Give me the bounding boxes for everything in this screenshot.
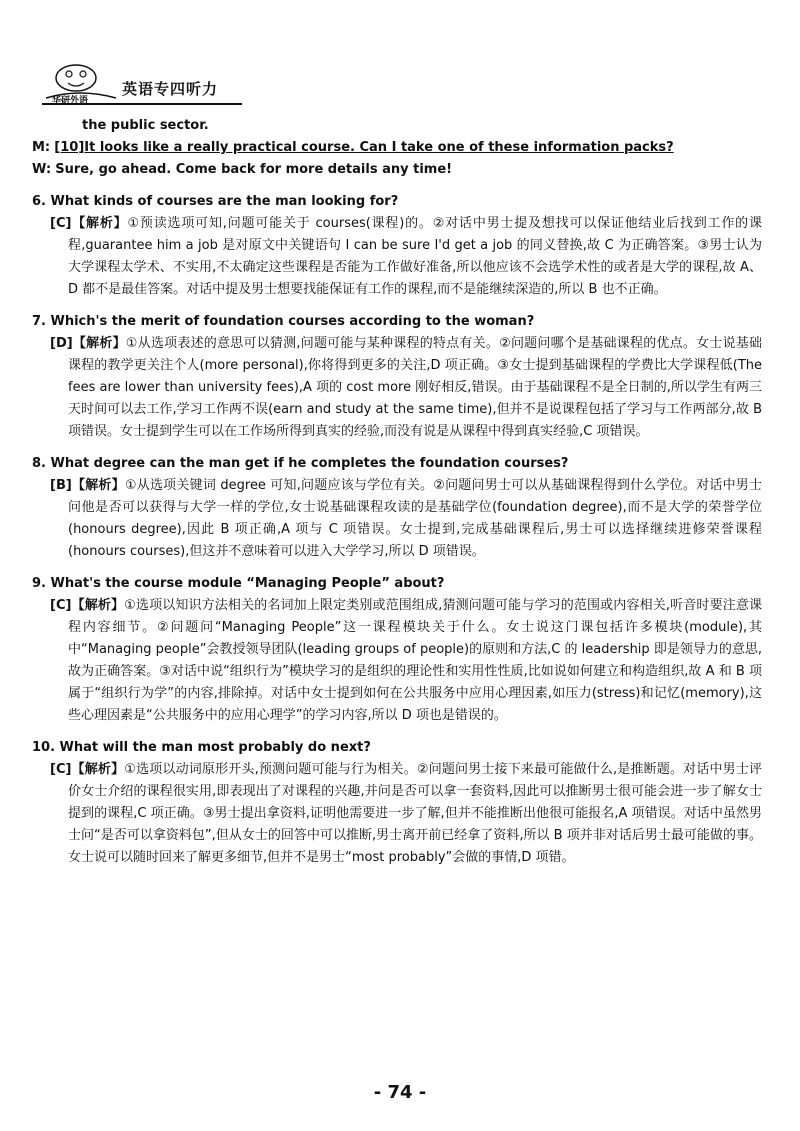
answer-tag: [C]【解析】 — [50, 762, 125, 777]
question-text: 7. Which's the merit of foundation courses according to the woman? — [32, 314, 535, 329]
answer-text: ①选项以动词原形开头,预测问题可能与行为相关。②问题问男士接下来最可能做什么,是推断题。对话中男士评价女士介绍的课程很实用,即表现出了对课程的兴趣,并问是否可以拿一套资料,因此可以推断男士很可能会进一步了解女士提到的课程,C 项正确。③男士提出拿资料,证明他需要进一步了解,但并不能推断出他很可能报名,A 项错误。对话中虽然男士问“是否可以拿资料包”,但从女士的回答中可以推断,男士离开前已经拿了资料,所以 B 项并非对话后男士最可能做的事。女士说可以随时回来了解更多细节,但并不是男士“most probably”会做的事情,D 项错。 — [68, 762, 762, 865]
question-block-10 — [32, 737, 762, 869]
dialogue-text: Sure, go ahead. Come back for more details any time! — [55, 162, 453, 177]
publisher-logo — [42, 58, 120, 106]
answer-explanation — [50, 759, 762, 869]
dialogue-line-continuation — [32, 115, 762, 137]
question-block-9 — [32, 573, 762, 727]
answer-text: ①预读选项可知,问题可能关于 courses(课程)的。②对话中男士提及想找可以保证他结业后找到工作的课程,guarantee him a job 是对原文中关键语句 I can be sure I'd get a job 的同义替换,故 C 为正确答案。③男士认为大学课程太学术、不实用,不太确定这些课程是否能为工作做好准备,所以他应该不会选学术性的或者是大学的课程,故 A、D 都不是最佳答案。对话中提及男士想要找能保证有工作的课程,而不是能继续深造的,所以 B 也不正确。 — [68, 216, 762, 297]
dialogue-text: the public sector. — [82, 118, 209, 133]
dialogue-line-woman — [32, 159, 762, 181]
question-text: 10. What will the man most probably do next? — [32, 740, 371, 755]
answer-tag: [B]【解析】 — [50, 478, 125, 493]
dialogue-line-man — [32, 137, 762, 159]
header-divider — [42, 103, 242, 105]
answer-tag: [C]【解析】 — [50, 598, 125, 613]
answer-text: ①从选项表述的意思可以猜测,问题可能与某种课程的特点有关。②问题问哪个是基础课程的优点。女士说基础课程的教学更关注个人(more personal),你将得到更多的关注,D 项正确。③女士提到基础课程的学费比大学课程低(The fees are lower than university fees),A 项的 cost more 刚好相反,错误。由于基础课程不是全日制的,所以学生有两三天时间可以去工作,学习工作两不误(earn and study at the same time),但并不是说课程包括了学习与工作两部分,故 B 项错误。女士提到学生可以在工作场所得到真实的经验,而没有说是从课程中得到真实经验,C 项错误。 — [68, 336, 762, 439]
speaker-label: M: — [32, 140, 51, 155]
question-text: 9. What's the course module “Managing People” about? — [32, 576, 445, 591]
answer-tag: [D]【解析】 — [50, 336, 126, 351]
question-text: 6. What kinds of courses are the man looking for? — [32, 194, 399, 209]
answer-text: ①从选项关键词 degree 可知,问题应该与学位有关。②问题问男士可以从基础课程得到什么学位。对话中男士问他是否可以获得与大学一样的学位,女士说基础课程攻读的是基础学位(foundation degree),而不是大学的荣誉学位(honours degree),因此 B 项正确,A 项与 C 项错误。女士提到,完成基础课程后,男士可以选择继续进修荣誉课程(honours courses),但这并不意味着可以进入大学学习,所以 D 项错误。 — [68, 478, 763, 559]
answer-text: ①选项以知识方法相关的名词加上限定类别或范围组成,猜测问题可能与学习的范围或内容相关,听音时要注意课程内容细节。②问题问“Managing People”这一课程模块关于什么。女士说这门课包括许多模块(module),其中“Managing people”会教授领导团队(leading groups of people)的原则和方法,C 的 leadership 即是领导力的意思,故为正确答案。③对话中说“组织行为”模块学习的是组织的理论性和实用性性质,比如说如何建立和构造组织,故 A 和 B 项属于“组织行为学”的内容,排除掉。对话中女士提到如何在公共服务中应用心理因素,如压力(stress)和记忆(memory),这些心理因素是“公共服务中的应用心理学”的学习内容,所以 D 项也是错误的。 — [68, 598, 762, 723]
dialogue-text: It looks like a really practical course. Can I take one of these information packs? — [84, 140, 674, 155]
question-block-8 — [32, 453, 762, 563]
question-block-7 — [32, 311, 762, 443]
page-number: - 74 - — [373, 1082, 427, 1103]
answer-explanation — [50, 475, 762, 563]
dialogue-marker: [10] — [54, 140, 85, 155]
speaker-label: W: — [32, 162, 52, 177]
answer-tag: [C]【解析】 — [50, 216, 128, 231]
page-header — [42, 58, 442, 108]
answer-explanation — [50, 213, 762, 301]
question-block-6 — [32, 191, 762, 301]
page-content — [32, 115, 762, 869]
logo-text: 华研外语 — [52, 96, 89, 106]
question-text: 8. What degree can the man get if he completes the foundation courses? — [32, 456, 569, 471]
answer-explanation — [50, 333, 762, 443]
answer-explanation — [50, 595, 762, 727]
header-title: 英语专四听力 — [122, 80, 219, 98]
